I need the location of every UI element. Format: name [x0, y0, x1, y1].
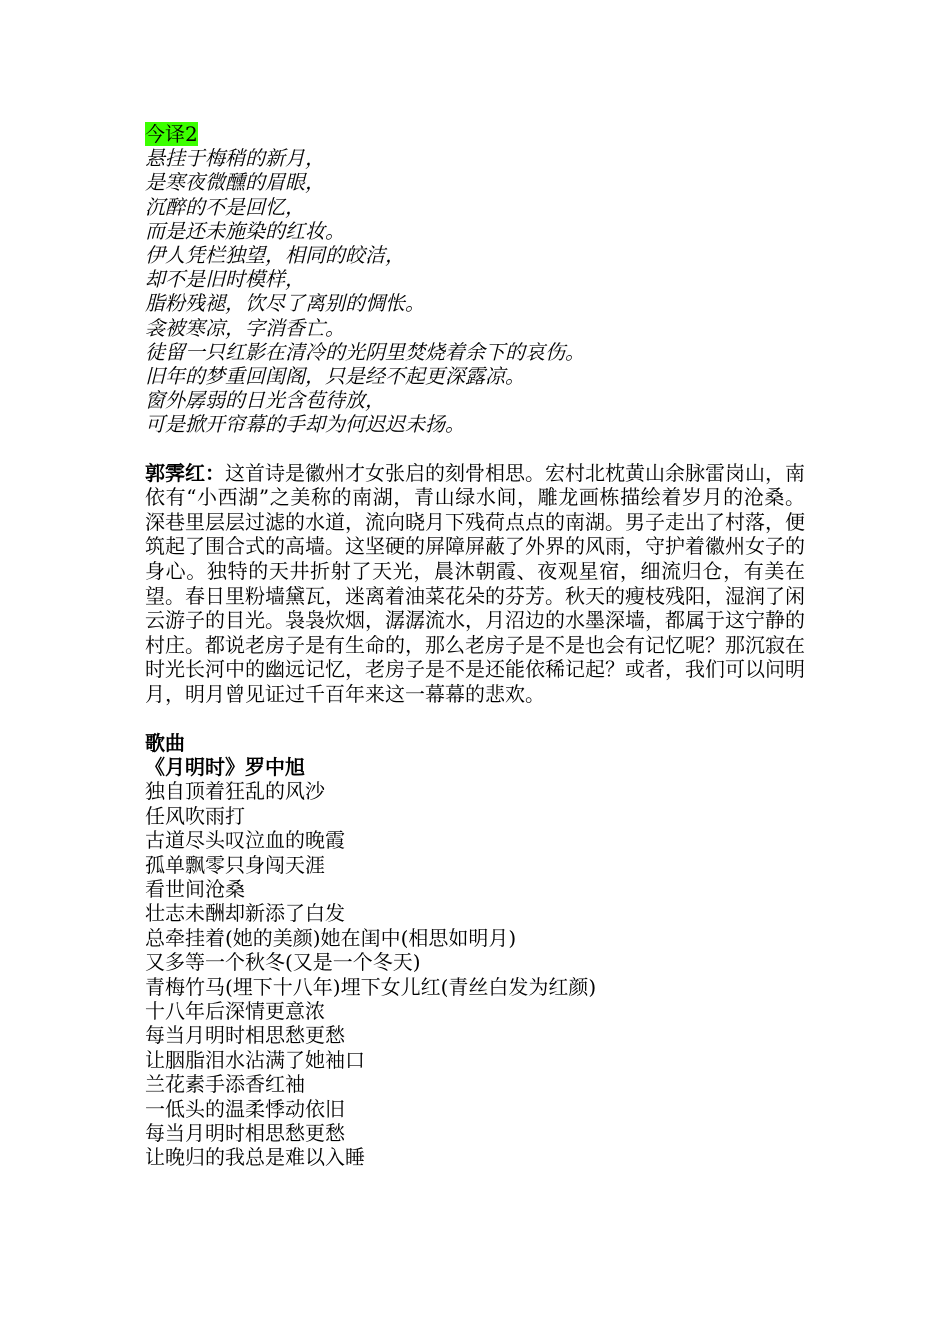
commentary-paragraph	[145, 461, 805, 707]
commentary-section	[145, 461, 805, 707]
song-lyric-line: 十八年后深情更意浓	[145, 999, 325, 1024]
song-lyric-line: 让胭脂泪水沾满了她袖口	[145, 1047, 365, 1072]
translation-line: 是寒夜微醺的眉眼，	[145, 170, 325, 195]
song-lyric-line: 每当月明时相思愁更愁	[145, 1023, 345, 1048]
translation-line: 沉醉的不是回忆，	[145, 194, 305, 219]
song-lyric-line: 古道尽头叹泣血的晚霞	[145, 828, 345, 853]
translation-heading	[145, 122, 805, 146]
song-lyric-line: 孤单飘零只身闯天涯	[145, 852, 325, 877]
translation-line: 脂粉残褪，饮尽了离别的惆怅。	[145, 291, 425, 316]
translation-line: 衾被寒凉，字消香亡。	[145, 315, 345, 340]
translation-line: 悬挂于梅稍的新月，	[145, 146, 325, 171]
spacer	[145, 707, 805, 731]
song-lyric-line: 让晚归的我总是难以入睡	[145, 1145, 365, 1170]
song-lyric-line: 任风吹雨打	[145, 803, 245, 828]
song-lyric-line: 又多等一个秋冬(又是一个冬天)	[145, 950, 421, 975]
translation-line: 旧年的梦重回闺阁，只是经不起更深露凉。	[145, 364, 525, 389]
song-lyric-line: 总牵挂着(她的美颜)她在闺中(相思如明月)	[145, 925, 517, 950]
translation-line: 而是还未施染的红妆。	[145, 218, 345, 243]
translation-line: 却不是旧时模样，	[145, 267, 305, 292]
document-page	[145, 122, 805, 1170]
song-lyric-line: 看世间沧桑	[145, 877, 245, 902]
song-title: 《月明时》罗中旭	[145, 754, 305, 779]
translation-line: 伊人凭栏独望，相同的皎洁，	[145, 243, 405, 268]
translation-section	[145, 122, 805, 437]
song-section	[145, 731, 805, 1170]
commentary-text: 这首诗是徽州才女张启的刻骨相思。宏村北枕黄山余脉雷岗山，南依有“小西湖”之美称的南湖，青山绿水间，雕龙画栋描绘着岁月的沧桑。深巷里层层过滤的水道，流向晓月下残荷点点的南湖。男子走出了村落，便筑起了围合式的高墙。这坚硬的屏障屏蔽了外界的风雨，守护着徽州女子的身心。独特的天井折射了天光，晨沐朝霞、夜观星宿，细流归仓，有美在望。春日里粉墙黛瓦，迷离着油菜花朵的芬芳。秋天的瘦枝残阳，湿润了闲云游子的目光。袅袅炊烟，潺潺流水，月沼边的水墨深墙，都属于这宁静的村庄。都说老房子是有生命的，那么老房子是不是也会有记忆呢？那沉寂在时光长河中的幽远记忆，老房子是不是还能依稀记起？或者，我们可以问明月，明月曾见证过千百年来这一幕幕的悲欢。	[145, 460, 805, 706]
song-lyric-line: 独自顶着狂乱的风沙	[145, 779, 325, 804]
translation-line: 徒留一只红影在清冷的光阴里焚烧着余下的哀伤。	[145, 339, 585, 364]
translation-line: 可是掀开帘幕的手却为何迟迟未扬。	[145, 412, 465, 437]
song-lyric-line: 兰花素手添香红袖	[145, 1072, 305, 1097]
translation-line: 窗外孱弱的日光含苞待放，	[145, 388, 385, 413]
song-lyric-line: 壮志未酬却新添了白发	[145, 901, 345, 926]
song-lyric-line: 每当月明时相思愁更愁	[145, 1121, 345, 1146]
translation-heading-text: 今译2	[145, 122, 198, 146]
spacer	[145, 437, 805, 461]
song-lyric-line: 一低头的温柔悸动依旧	[145, 1096, 345, 1121]
commentary-speaker: 郭霁红：	[145, 460, 225, 485]
song-lyric-line: 青梅竹马(埋下十八年)埋下女儿红(青丝白发为红颜)	[145, 974, 597, 999]
song-section-label: 歌曲	[145, 730, 185, 755]
